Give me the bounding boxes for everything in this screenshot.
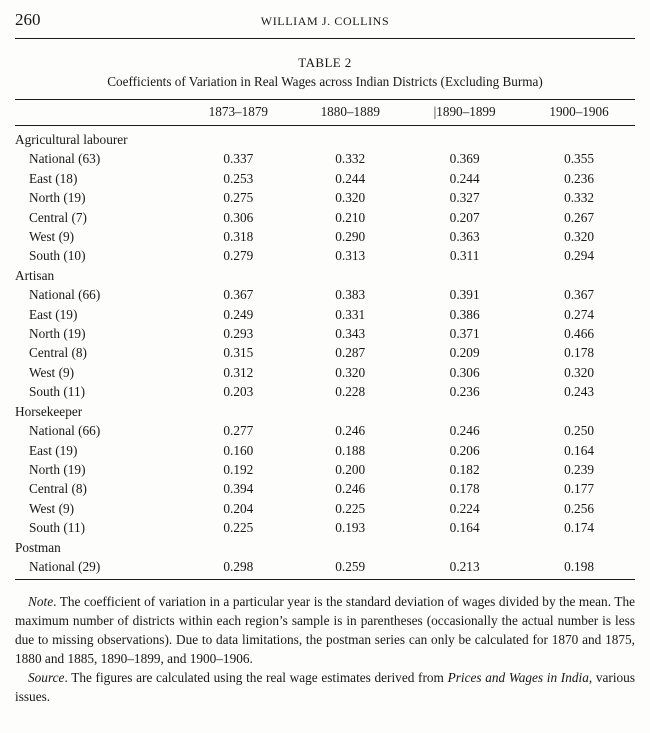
row-label-cell: North (19): [29, 461, 86, 477]
row-label-cell: National (66): [29, 287, 101, 303]
row-label-cell: West (9): [29, 229, 75, 245]
row-label-cell: Central (8): [29, 345, 87, 361]
value-cell: 0.383: [335, 287, 366, 303]
source-text-after: , various issues.: [15, 670, 636, 705]
value-cell: 0.246: [335, 423, 366, 439]
column-header: 1900–1906: [523, 100, 635, 126]
value-cell: 0.290: [335, 229, 366, 245]
table-row: [15, 285, 635, 304]
value-cell: 0.250: [564, 423, 594, 439]
value-cell: 0.164: [449, 520, 480, 536]
value-cell: 0.363: [449, 229, 480, 245]
note-label: Note: [28, 594, 54, 610]
value-cell: 0.200: [335, 461, 366, 477]
header-rule: [15, 38, 635, 39]
table-row: [15, 246, 635, 265]
value-cell: 0.178: [449, 481, 480, 497]
value-cell: 0.206: [449, 442, 480, 458]
value-cell: 0.236: [564, 170, 594, 186]
value-cell: 0.178: [564, 345, 594, 361]
source-paragraph: [15, 668, 635, 706]
table-row: [15, 421, 635, 440]
running-head: WILLIAM J. COLLINS: [260, 14, 390, 28]
value-cell: 0.367: [223, 287, 254, 303]
source-text-before: . The figures are calculated using the real wage estimates derived from: [64, 670, 448, 686]
group-label: Agricultural labourer: [15, 132, 128, 147]
value-cell: 0.174: [564, 520, 594, 536]
row-label-cell: South (11): [29, 520, 86, 536]
value-cell: 0.327: [449, 190, 480, 206]
column-header: 1873–1879: [182, 100, 294, 126]
value-cell: 0.210: [335, 209, 366, 225]
source-italic-title: Prices and Wages in India: [447, 670, 589, 686]
value-cell: 0.315: [223, 345, 254, 361]
value-cell: 0.213: [449, 558, 480, 574]
value-cell: 0.192: [223, 461, 254, 477]
value-cell: 0.394: [223, 481, 254, 497]
value-cell: 0.306: [223, 209, 254, 225]
value-cell: 0.332: [564, 190, 594, 206]
row-label-cell: Central (8): [29, 481, 87, 497]
row-label-cell: South (11): [29, 384, 86, 400]
table-row: [15, 208, 635, 227]
value-cell: 0.160: [223, 442, 254, 458]
value-cell: 0.320: [564, 364, 594, 380]
table-row: [15, 557, 635, 580]
value-cell: 0.225: [223, 520, 254, 536]
table-row: [15, 441, 635, 460]
value-cell: 0.274: [564, 306, 594, 322]
value-cell: 0.312: [223, 364, 254, 380]
table-notes: [15, 592, 635, 706]
table-row: [15, 169, 635, 188]
value-cell: 0.225: [335, 500, 366, 516]
value-cell: 0.293: [223, 326, 254, 342]
value-cell: 0.371: [449, 326, 480, 342]
table-row: [15, 305, 635, 324]
row-label-cell: North (19): [29, 190, 86, 206]
table-caption: Coefficients of Variation in Real Wages across Indian Districts (Excluding Burma): [107, 74, 543, 89]
value-cell: 0.294: [564, 248, 594, 264]
value-cell: 0.249: [223, 306, 254, 322]
column-header: |1890–1899: [406, 100, 523, 126]
value-cell: 0.311: [449, 248, 480, 264]
value-cell: 0.182: [449, 461, 480, 477]
value-cell: 0.275: [223, 190, 254, 206]
value-cell: 0.244: [335, 170, 366, 186]
value-cell: 0.236: [449, 384, 480, 400]
value-cell: 0.193: [335, 520, 366, 536]
value-cell: 0.246: [335, 481, 366, 497]
value-cell: 0.287: [335, 345, 366, 361]
value-cell: 0.331: [335, 306, 366, 322]
value-cell: 0.188: [335, 442, 366, 458]
value-cell: 0.259: [335, 558, 366, 574]
row-label-cell: East (19): [29, 442, 78, 458]
group-label: Postman: [15, 539, 61, 555]
value-cell: 0.320: [335, 364, 366, 380]
value-cell: 0.253: [223, 170, 254, 186]
page-number: 260: [15, 10, 41, 29]
value-cell: 0.320: [335, 190, 366, 206]
value-cell: 0.243: [564, 384, 594, 400]
row-label-cell: East (18): [29, 170, 78, 186]
source-label: Source: [28, 670, 65, 686]
value-cell: 0.277: [223, 423, 254, 439]
table-row: [15, 479, 635, 498]
value-cell: 0.267: [564, 209, 594, 225]
value-cell: 0.209: [449, 345, 480, 361]
table-row: [15, 363, 635, 382]
row-label-cell: South (10): [29, 248, 86, 264]
table-row: [15, 343, 635, 362]
note-paragraph: [15, 592, 635, 668]
row-label-cell: North (19): [29, 326, 86, 342]
row-label-cell: Central (7): [29, 209, 87, 225]
value-cell: 0.332: [335, 151, 366, 167]
value-cell: 0.204: [223, 500, 254, 516]
group-label: Artisan: [15, 267, 55, 283]
value-cell: 0.224: [449, 500, 480, 516]
group-header-row: [15, 538, 635, 557]
table-body: [15, 126, 635, 580]
table-row: [15, 518, 635, 537]
value-cell: 0.313: [335, 248, 366, 264]
group-header-row: [15, 402, 635, 421]
row-label-cell: West (9): [29, 500, 75, 516]
value-cell: 0.369: [449, 151, 480, 167]
value-cell: 0.337: [223, 151, 254, 167]
table-head: [15, 100, 635, 126]
value-cell: 0.343: [335, 326, 366, 342]
table-row: [15, 188, 635, 207]
value-cell: 0.279: [223, 248, 254, 264]
value-cell: 0.320: [564, 229, 594, 245]
row-label-cell: National (63): [29, 151, 101, 167]
group-header-row: [15, 126, 635, 150]
group-label: Horsekeeper: [15, 403, 83, 419]
value-cell: 0.198: [564, 558, 594, 574]
value-cell: 0.391: [449, 287, 480, 303]
value-cell: 0.318: [223, 229, 254, 245]
table-row: [15, 324, 635, 343]
column-header-row: [15, 100, 635, 126]
value-cell: 0.367: [564, 287, 594, 303]
row-label-cell: West (9): [29, 364, 75, 380]
table-title: TABLE 2: [298, 55, 352, 70]
empty-header-cell: [15, 100, 182, 126]
row-label-cell: National (29): [29, 558, 101, 574]
row-label-cell: National (66): [29, 423, 101, 439]
coefficients-table: [15, 99, 635, 580]
table-row: [15, 499, 635, 518]
value-cell: 0.466: [564, 326, 594, 342]
table-row: [15, 460, 635, 479]
value-cell: 0.207: [449, 209, 480, 225]
column-header: 1880–1889: [294, 100, 406, 126]
value-cell: 0.177: [564, 481, 594, 497]
value-cell: 0.239: [564, 461, 594, 477]
value-cell: 0.355: [564, 151, 594, 167]
note-text: . The coefficient of variation in a particular year is the standard deviation of wages divided by the mean. The maximum number of districts within each region’s sample is in parentheses (occasionally the actual number is less due to missing observations). Due to data limitations, the postman series can only be calculated for 1870 and 1875, 1880 and 1885, 1890–1899, and 1900–1906.: [15, 594, 635, 667]
value-cell: 0.228: [335, 384, 366, 400]
row-label-cell: East (19): [29, 306, 78, 322]
value-cell: 0.164: [564, 442, 594, 458]
table-row: [15, 382, 635, 401]
value-cell: 0.256: [564, 500, 594, 516]
value-cell: 0.246: [449, 423, 480, 439]
value-cell: 0.386: [449, 306, 480, 322]
value-cell: 0.203: [223, 384, 254, 400]
group-header-row: [15, 266, 635, 285]
value-cell: 0.306: [449, 364, 480, 380]
table-row: [15, 149, 635, 168]
table-row: [15, 227, 635, 246]
value-cell: 0.244: [449, 170, 480, 186]
page-header: [15, 8, 635, 38]
value-cell: 0.298: [223, 558, 254, 574]
